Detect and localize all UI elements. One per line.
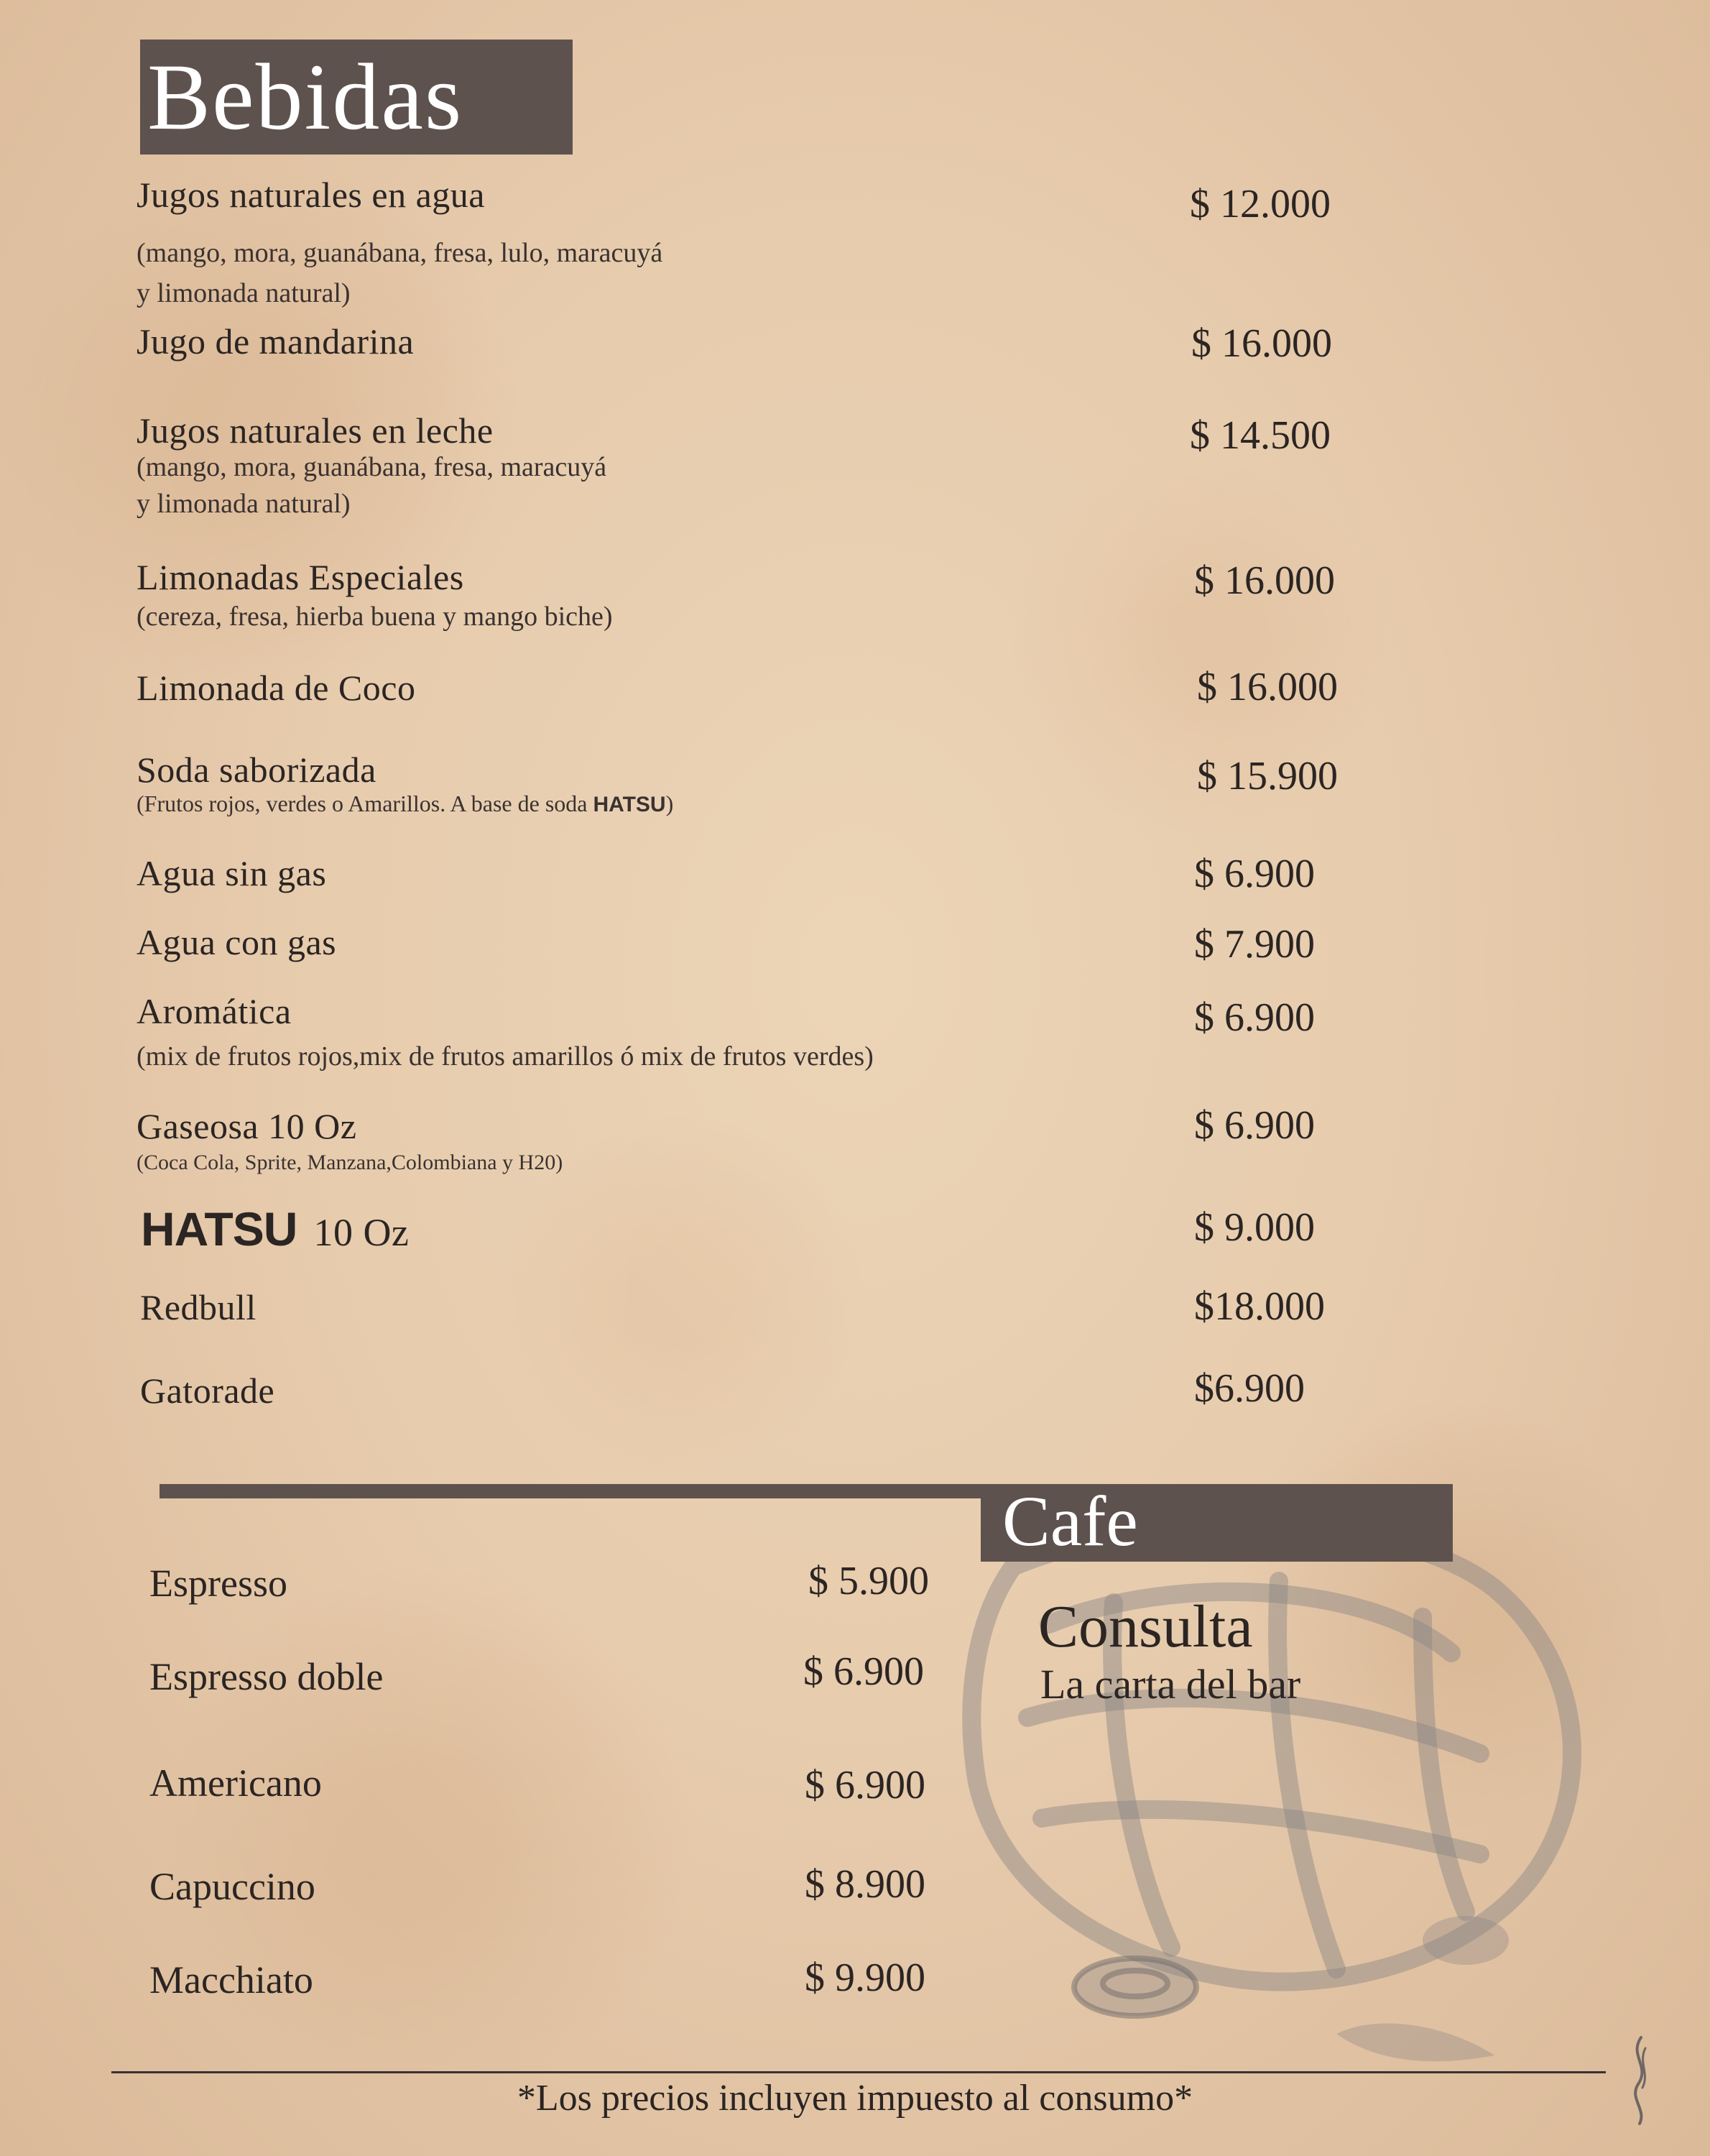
menu-item-name: Jugos naturales en leche (137, 410, 494, 451)
menu-item-price: $18.000 (1194, 1284, 1325, 1329)
menu-item-price: $ 6.900 (1194, 852, 1315, 896)
cafe-item-price: $ 8.900 (805, 1862, 925, 1907)
menu-item-name: Jugos naturales en agua (137, 175, 485, 215)
menu-item-price: $ 16.000 (1191, 321, 1332, 366)
consulta-title: Consulta (1038, 1593, 1253, 1660)
menu-item-desc (137, 783, 673, 825)
menu-item-price: $ 14.500 (1190, 413, 1331, 458)
hatsu-brand-inline: HATSU (593, 793, 666, 816)
menu-item-price: $ 6.900 (1194, 1103, 1315, 1148)
cafe-item-price: $ 6.900 (803, 1649, 924, 1694)
menu-item-price: $ 12.000 (1190, 182, 1331, 226)
menu-item-desc: y limonada natural) (137, 489, 351, 519)
menu-item-price: $ 15.900 (1197, 754, 1338, 798)
menu-item-desc: (mango, mora, guanábana, fresa, lulo, maracuyá (137, 238, 663, 268)
menu-item-name: Limonadas Especiales (137, 557, 464, 597)
footer-note: *Los precios incluyen impuesto al consumo* (517, 2078, 1193, 2119)
bebidas-title: Bebidas (147, 44, 463, 149)
menu-item-price: $ 9.000 (1194, 1205, 1315, 1250)
menu-item-price: $ 16.000 (1197, 665, 1338, 709)
menu-item-name: Redbull (140, 1287, 256, 1327)
menu-item-desc: (cereza, fresa, hierba buena y mango biche) (137, 602, 613, 632)
menu-item-desc: (mix de frutos rojos,mix de frutos amarillos ó mix de frutos verdes) (137, 1041, 874, 1072)
menu-item-name: Aromática (137, 991, 292, 1031)
menu-item-name: 10 Oz (313, 1211, 410, 1254)
cafe-item-price: $ 5.900 (808, 1559, 929, 1603)
menu-item-price: $ 16.000 (1194, 558, 1335, 603)
bebidas-header (140, 40, 573, 155)
desc-close: ) (665, 791, 674, 816)
consulta-subtitle: La carta del bar (1040, 1661, 1301, 1708)
menu-item-name: Gatorade (140, 1370, 275, 1411)
cafe-title: Cafe (1002, 1481, 1138, 1561)
menu-item-name: Agua con gas (137, 922, 337, 962)
cafe-item-name: Macchiato (149, 1958, 313, 2001)
steam-icon (1625, 2034, 1654, 2127)
cafe-item-price: $ 9.900 (805, 1955, 925, 2000)
menu-item-price: $ 7.900 (1194, 922, 1315, 967)
menu-item-price: $6.900 (1194, 1366, 1305, 1411)
cafe-item-name: Espresso doble (149, 1655, 384, 1698)
menu-item-desc: (Coca Cola, Sprite, Manzana,Colombiana y H20) (137, 1151, 563, 1174)
menu-item-name: Gaseosa 10 Oz (137, 1106, 357, 1146)
menu-item-desc: y limonada natural) (137, 278, 351, 308)
menu-item-name: Agua sin gas (137, 853, 327, 893)
menu-item-name: Jugo de mandarina (137, 321, 415, 361)
menu-item-desc: (mango, mora, guanábana, fresa, maracuyá (137, 452, 607, 482)
desc-text: (Frutos rojos, verdes o Amarillos. A base de soda (137, 791, 593, 816)
footer-divider (111, 2071, 1606, 2073)
menu-item-hatsu (141, 1202, 409, 1256)
hatsu-logo: HATSU (141, 1202, 297, 1256)
cafe-item-name: Capuccino (149, 1865, 315, 1908)
menu-item-price: $ 6.900 (1194, 995, 1315, 1040)
coffee-illustration-icon (934, 1480, 1653, 2099)
cafe-item-name: Espresso (149, 1562, 287, 1605)
cafe-item-price: $ 6.900 (805, 1763, 925, 1807)
cafe-header (981, 1481, 1453, 1562)
menu-item-name: Limonada de Coco (137, 668, 416, 708)
menu-item-name: Soda saborizada (137, 750, 376, 790)
cafe-item-name: Americano (149, 1761, 322, 1805)
